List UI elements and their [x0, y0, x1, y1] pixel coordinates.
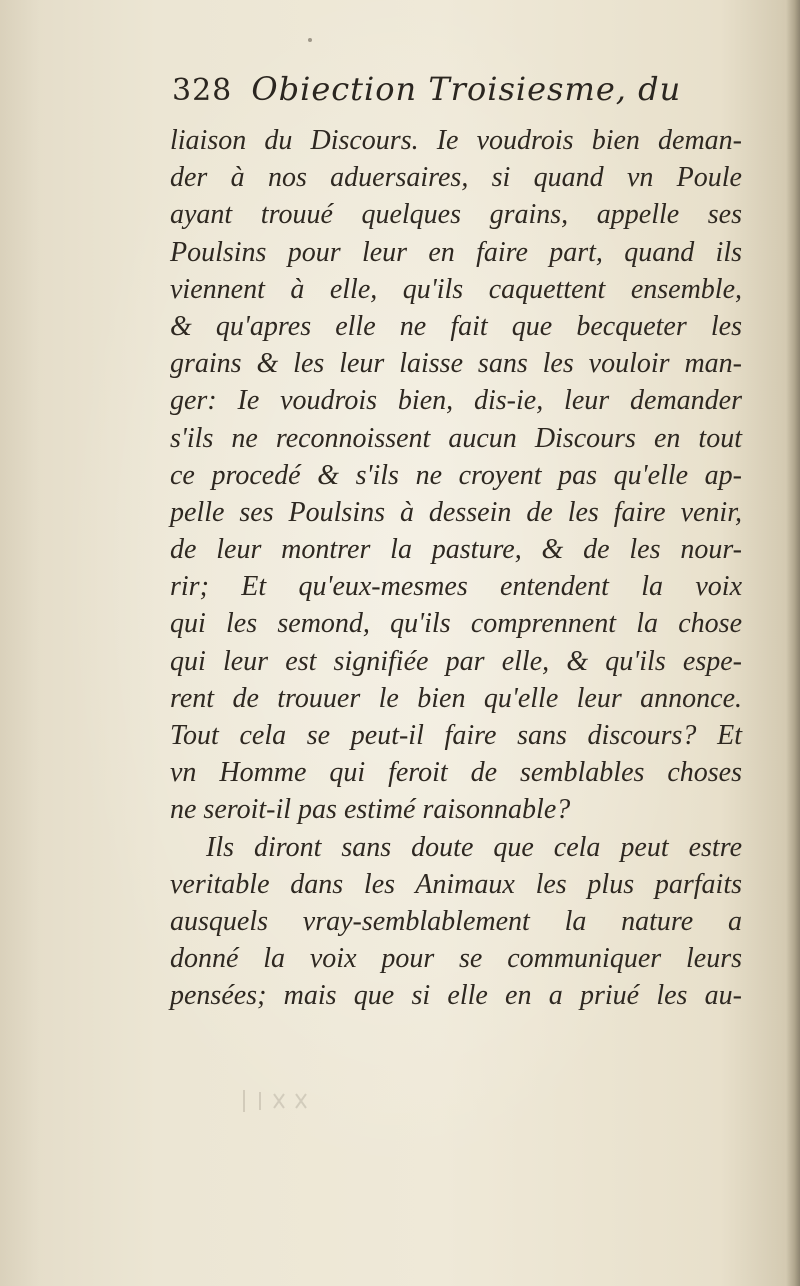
running-header — [172, 70, 732, 118]
text-line: ce procedé & s'ils ne croyent pas qu'elle ap- — [170, 459, 742, 491]
paper-speck — [308, 38, 312, 42]
text-line: pensées; mais que si elle en a priué les au- — [170, 980, 742, 1012]
text-line: ayant trouué quelques grains, appelle ses — [170, 199, 742, 231]
text-line: Poulsins pour leur en faire part, quand ils — [170, 236, 742, 268]
text-line: qui leur est signifiée par elle, & qu'ils espe- — [170, 645, 742, 677]
paragraph-start-line: Ils diront sans doute que cela peut estre — [206, 831, 742, 863]
text-line: vn Homme qui feroit de semblables choses — [170, 757, 742, 789]
gutter-shadow — [0, 0, 40, 1286]
text-line: der à nos aduersaires, si quand vn Poule — [170, 162, 742, 194]
body-text — [170, 122, 742, 1015]
text-line: & qu'apres elle ne fait que becqueter les — [170, 310, 742, 342]
text-line: grains & les leur laisse sans les vouloir man- — [170, 348, 742, 380]
text-line: ger: Ie voudrois bien, dis-ie, leur demander — [170, 385, 742, 417]
text-line: rent de trouuer le bien qu'elle leur annonce. — [170, 682, 742, 714]
page-edge — [786, 0, 800, 1286]
show-through-mark — [240, 1086, 350, 1116]
text-line: rir; Et qu'eux-mesmes entendent la voix — [170, 571, 742, 603]
text-line: ausquels vray-semblablement la nature a — [170, 905, 742, 937]
page-number: 328 — [172, 73, 233, 108]
text-line: viennent à elle, qu'ils caquettent ensemble, — [170, 273, 742, 305]
text-line: qui les semond, qu'ils comprennent la chose — [170, 608, 742, 640]
text-line: liaison du Discours. Ie voudrois bien deman- — [170, 125, 742, 156]
running-title: Obiection Troisiesme, du — [251, 70, 682, 108]
text-line: pelle ses Poulsins à dessein de les faire venir, — [170, 496, 742, 528]
text-line: de leur montrer la pasture, & de les nour- — [170, 534, 742, 566]
text-line: s'ils ne reconnoissent aucun Discours en tout — [170, 422, 742, 454]
text-line: Tout cela se peut-il faire sans discours? Et — [170, 720, 742, 751]
text-line: ne seroit-il pas estimé raisonnable? — [170, 794, 571, 826]
text-line: veritable dans les Animaux les plus parfaits — [170, 868, 742, 900]
text-line: donné la voix pour se communiquer leurs — [170, 943, 742, 975]
